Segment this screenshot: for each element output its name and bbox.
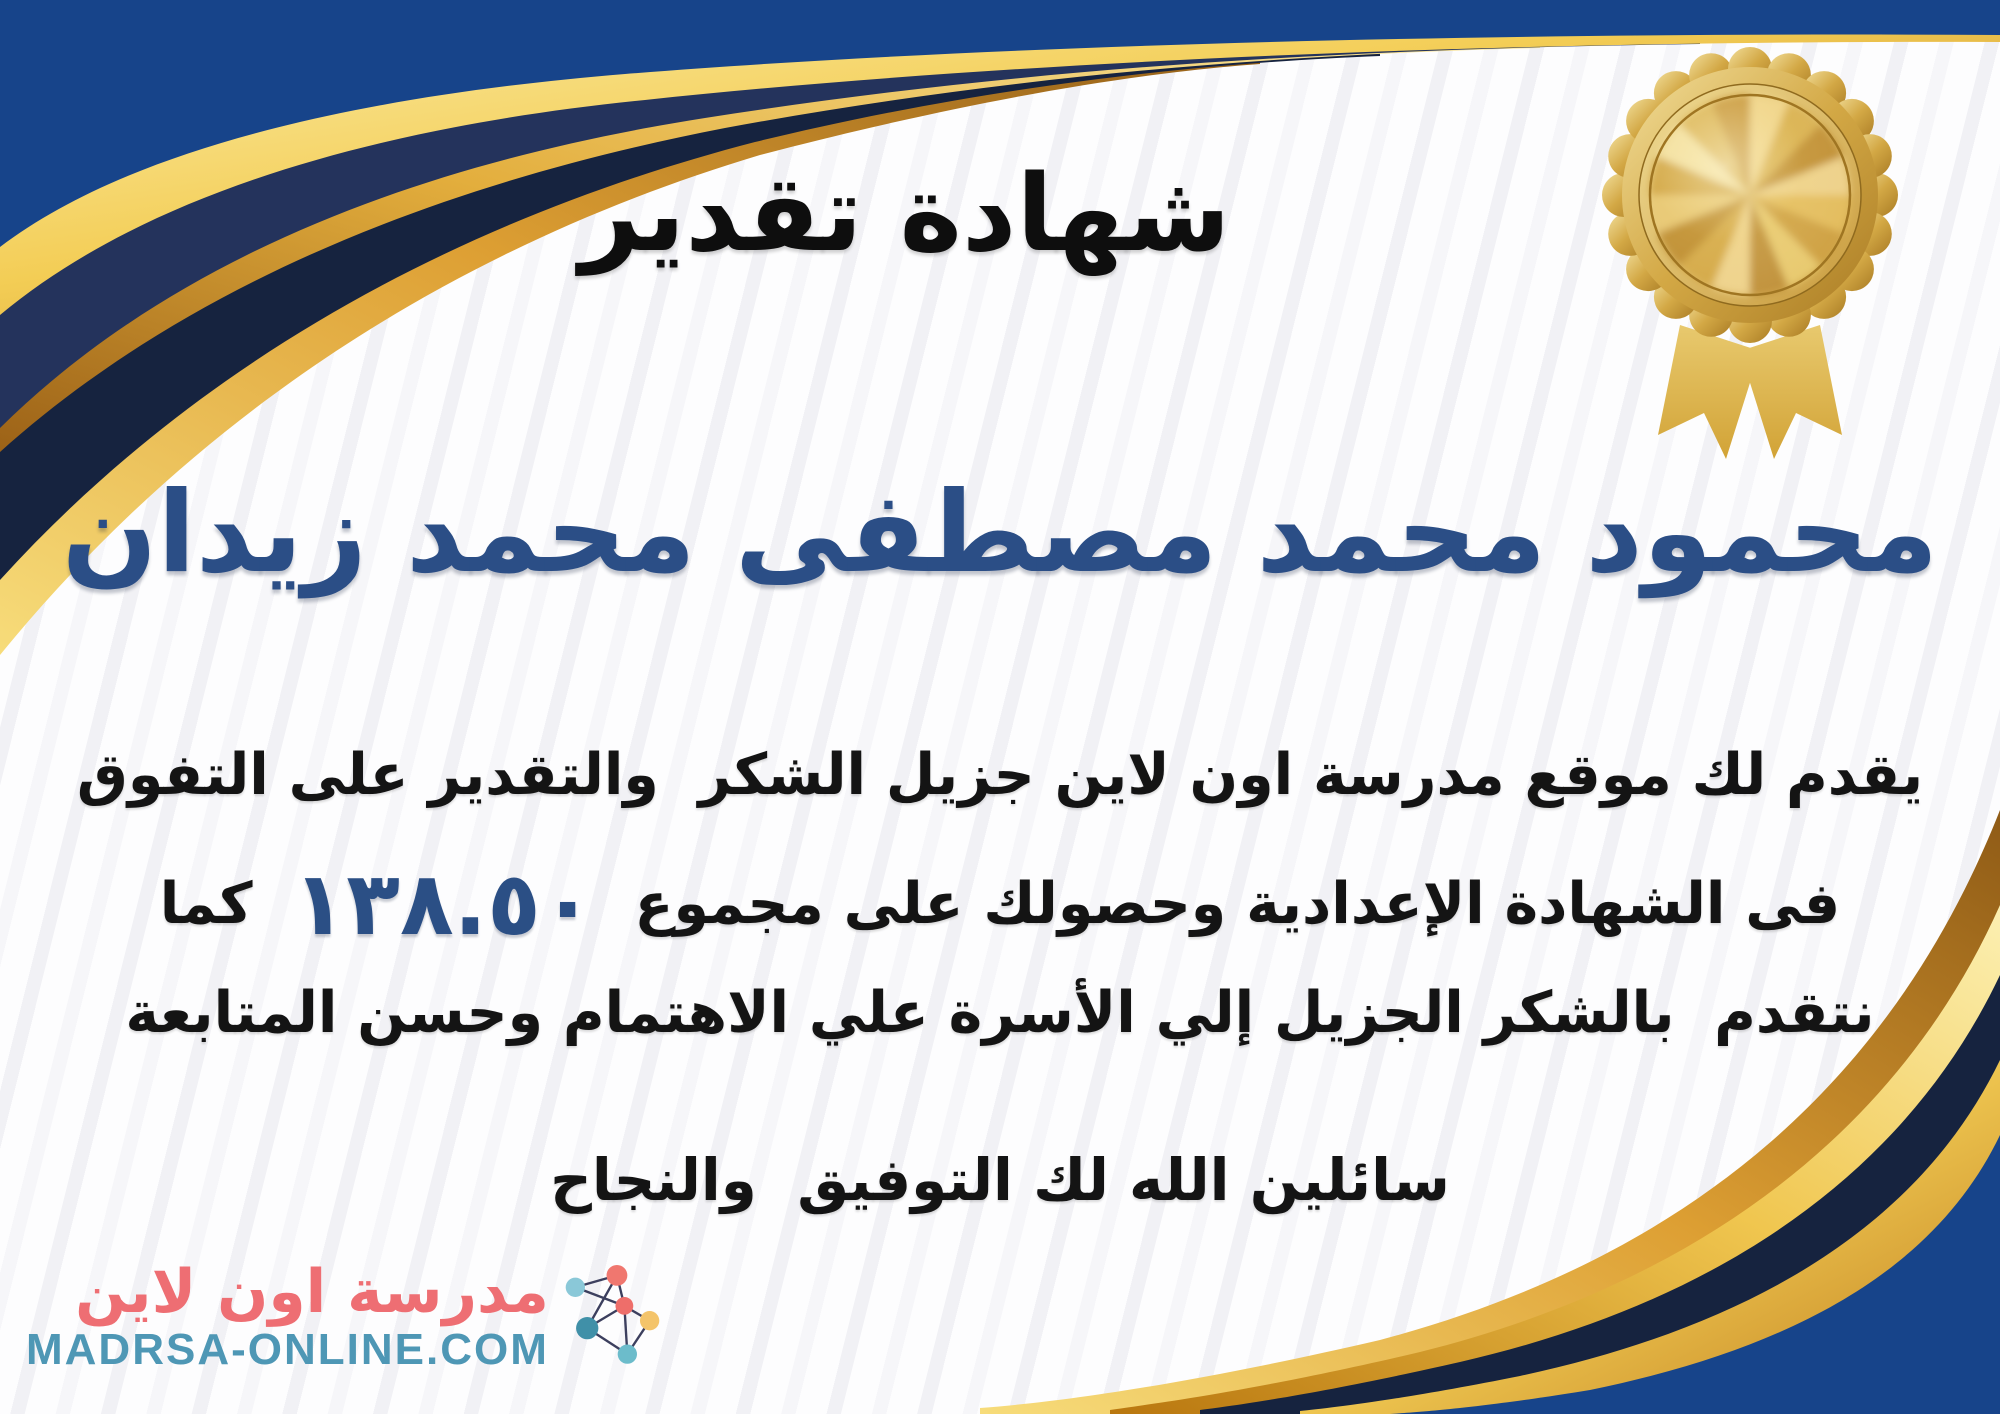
body-line-3: نتقدم بالشكر الجزيل إلي الأسرة علي الاهتمام وحسن المتابعة — [125, 980, 1875, 1046]
site-logo-arabic: مدرسة اون لاين — [75, 1256, 549, 1327]
site-logo-domain: MADRSA-ONLINE.COM — [26, 1324, 549, 1374]
node-yellow — [640, 1311, 659, 1330]
node-teal-bottom — [618, 1344, 637, 1363]
node-lightblue — [566, 1278, 585, 1297]
network-edges — [575, 1275, 649, 1354]
network-graph-icon — [559, 1256, 663, 1378]
site-logo-text — [26, 1256, 549, 1376]
node-salmon-mid — [615, 1297, 633, 1315]
certificate-title: شهادة تقدير — [579, 152, 1231, 275]
closing-line: سائلين الله لك التوفيق والنجاح — [550, 1146, 1450, 1214]
body-line-2 — [30, 852, 1970, 955]
body-line-2-before-score: فى الشهادة الإعدادية وحصولك على مجموع — [634, 870, 1841, 937]
body-line-2-after-score: كما — [159, 870, 253, 937]
node-salmon-top — [606, 1265, 627, 1286]
body-line-1: يقدم لك موقع مدرسة اون لاين جزيل الشكر والتقدير على التفوق — [76, 742, 1924, 808]
score-value: ١٣٨.٥٠ — [292, 852, 595, 955]
node-darkteal — [576, 1317, 598, 1339]
medal-ribbons — [1658, 325, 1842, 459]
site-logo — [26, 1256, 663, 1378]
student-name: محمود محمد مصطفى محمد زيدان — [61, 468, 1939, 598]
